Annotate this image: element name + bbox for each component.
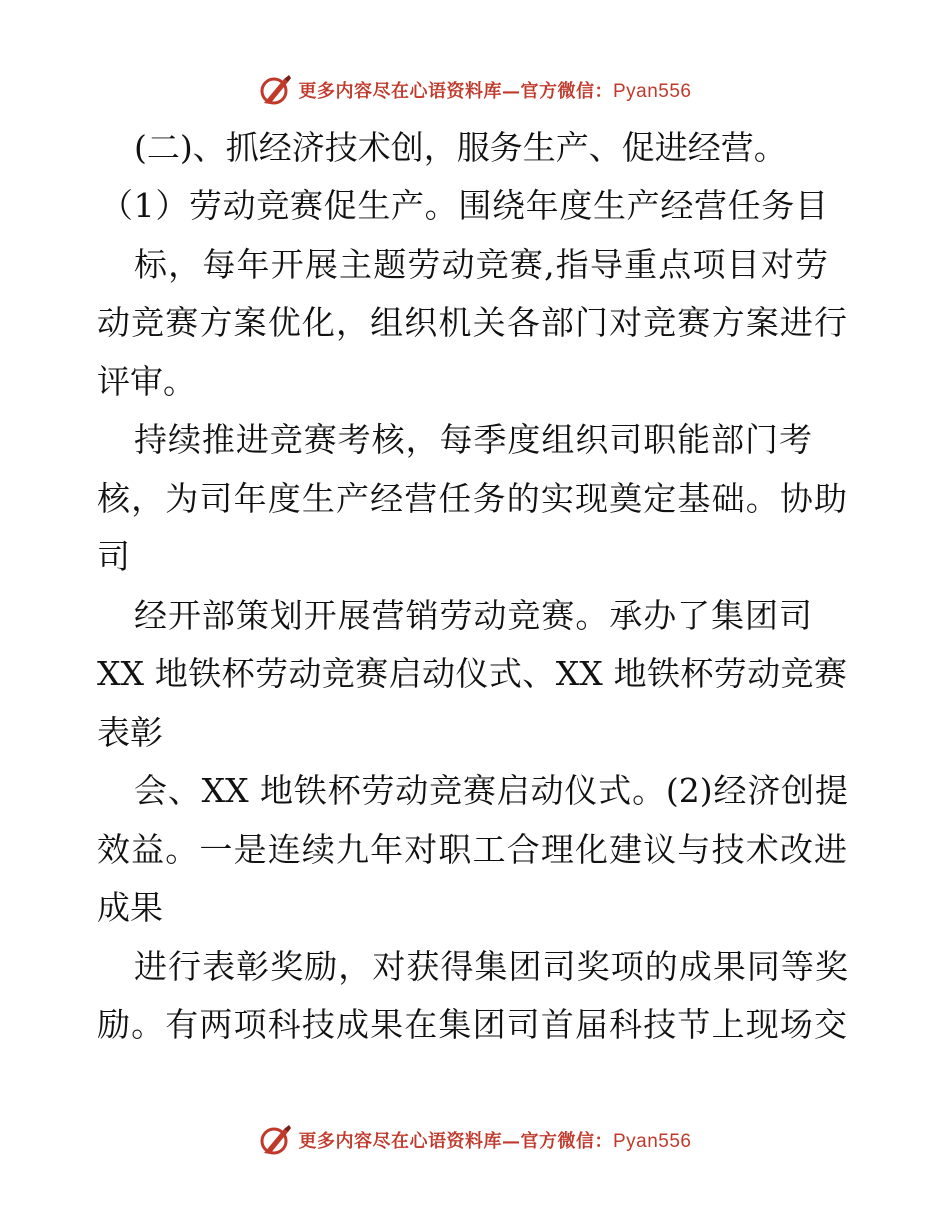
- header-watermark-text: 更多内容尽在心语资料库—官方微信：: [298, 81, 613, 102]
- text-line: 会、XX 地铁杯劳动竞赛启动仪式。(2)经济创提: [134, 771, 848, 810]
- text-line: 经开部策划开展营销劳动竞赛。承办了集团司: [134, 596, 812, 635]
- text-line: （1）劳动竞赛促生产。围绕年度生产经营任务目: [100, 186, 828, 225]
- text-line: (二)、抓经济技术创，服务生产、促进经营。: [134, 128, 787, 167]
- text-line: 动竞赛方案优化，组织机关各部门对竞赛方案进行: [97, 303, 847, 342]
- text-line: 成果: [97, 888, 163, 927]
- text-line: 持续推进竞赛考核，每季度组织司职能部门考: [134, 420, 812, 459]
- text-line: 进行表彰奖励，对获得集团司奖项的成果同等奖: [134, 947, 848, 986]
- text-line: 核，为司年度生产经营任务的实现奠定基础。协助: [97, 479, 847, 518]
- text-line: 标，每年开展主题劳动竞赛,指导重点项目对劳: [134, 245, 828, 284]
- brush-logo-icon: [258, 1123, 292, 1157]
- text-line: 效益。一是连续九年对职工合理化建议与技术改进: [97, 830, 847, 869]
- text-line: 司: [97, 537, 130, 576]
- text-line: 评审。: [97, 362, 196, 401]
- text-line: XX 地铁杯劳动竞赛启动仪式、XX 地铁杯劳动竞赛: [97, 654, 847, 693]
- header-watermark-id: Pyan556: [612, 81, 692, 102]
- footer-watermark-text: 更多内容尽在心语资料库—官方微信：: [298, 1131, 613, 1152]
- footer-watermark: [0, 1120, 950, 1160]
- footer-watermark-id: Pyan556: [612, 1131, 692, 1152]
- text-line: 表彰: [97, 713, 163, 752]
- text-line: 励。有两项科技成果在集团司首届科技节上现场交: [97, 1005, 847, 1044]
